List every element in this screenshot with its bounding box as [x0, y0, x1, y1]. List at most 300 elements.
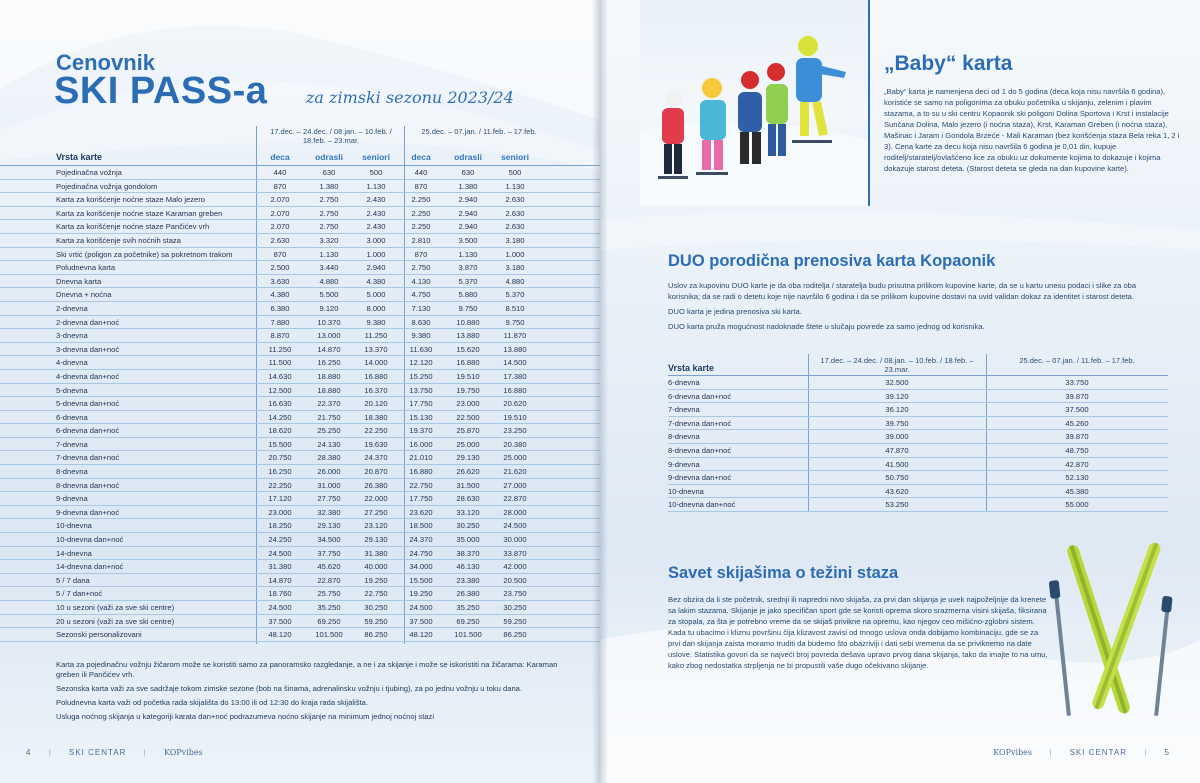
footer-separator: |: [48, 748, 52, 757]
price-cell: 23.000: [268, 507, 292, 517]
price-cell: 9.750: [458, 303, 478, 313]
price-cell: 16.250: [268, 467, 292, 477]
title-small: Cenovnik: [56, 50, 156, 75]
ticket-type-cell: 5 / 7 dana: [56, 575, 90, 585]
price-cell: 34.000: [409, 562, 433, 572]
price-cell: 2.940: [458, 222, 478, 232]
ticket-type-cell: 10-dnevna: [56, 521, 92, 531]
duo-card-title: DUO porodična prenosiva karta Kopaonik: [668, 252, 996, 270]
price-cell: 3.870: [458, 263, 478, 273]
period-header-row: [0, 126, 600, 146]
period-2-label: 25.dec. – 07.jan. / 11.feb. – 17.feb.: [421, 127, 537, 136]
ticket-type-cell: 14-dnevna dan+noć: [56, 562, 124, 572]
price-cell: 39.750: [885, 418, 909, 428]
ticket-type-cell: 5-dnevna: [56, 385, 88, 395]
price-cell: 2.750: [319, 222, 339, 232]
price-cell: 5.370: [458, 276, 478, 286]
price-cell: 35.250: [456, 603, 480, 612]
price-cell: 17.380: [503, 371, 527, 381]
price-cell: 69.250: [317, 616, 341, 626]
price-cell: 35.250: [317, 603, 341, 612]
price-cell: 30.250: [503, 603, 527, 612]
price-cell: 1.130: [366, 181, 386, 191]
price-cell: 4.750: [411, 290, 431, 300]
price-cell: 30.250: [364, 603, 388, 612]
baby-card-title: „Baby“ karta: [884, 52, 1013, 75]
price-cell: 16.250: [317, 358, 341, 368]
price-cell: 31.000: [317, 480, 341, 490]
price-cell: 17.750: [409, 494, 433, 504]
advice-text: Bez obzira da li ste početnik, srednji ili napredni nivo skijaša, za prvi dan skijanja je uvek najpoželjnije da krenete sa lakim stazama. Skijanje je jako specifičan sport gde se koristi oprema skoro srazmerna visini skijaša, fiksirana za stopala, za šta je potrebno vreme da se skijaš privikne na opremu, kao njegov ceo mišićno-zglobni sistem. Kada tu ubacimo i kliznu površinu čija klizavost zavisi od mnogo uslova onda dobijamo kombinaciju, gde se za prvi dan skijanja zaista moramo truditi da budemo što obazriviji i dati sebi vremena da se priviknemo na date uslove. Statistika govori da se najveći broj povreda dešava upravo prvog dana skijanja, tako da imajte to na umu, kako zbog nedostatka strpljenja ne bi propustili vaše dugo očekivano skijanje.: [668, 595, 1048, 670]
table-row: [0, 397, 600, 411]
price-cell: 15.130: [409, 412, 433, 422]
price-cell: 8.510: [505, 303, 525, 313]
ticket-type-cell: 10-dnevna dan+noć: [668, 500, 736, 510]
table-row: [0, 506, 600, 520]
price-cell: 13.370: [364, 344, 388, 354]
table-row: [668, 498, 1168, 512]
ticket-type-cell: 8-dnevna: [56, 467, 88, 477]
price-cell: 3.320: [319, 235, 339, 245]
price-cell: 17.120: [268, 494, 292, 504]
footer-separator: |: [1144, 748, 1148, 757]
footer-section: SKI CENTAR: [1069, 748, 1127, 757]
price-cell: 4.380: [366, 276, 386, 286]
footer-brand: KOPvibes: [993, 748, 1033, 757]
price-cell: 25.000: [503, 453, 527, 463]
price-cell: 29.130: [317, 521, 341, 531]
price-cell: 8.870: [270, 331, 290, 341]
price-cell: 3.000: [366, 235, 386, 245]
price-cell: 50.750: [885, 473, 909, 483]
table-row: [0, 587, 600, 601]
table-row: [0, 574, 600, 588]
price-cell: 48.750: [1065, 445, 1089, 455]
table-row: [0, 411, 600, 425]
price-cell: 5.370: [505, 290, 525, 300]
price-cell: 2.250: [411, 222, 431, 232]
price-cell: 37.750: [317, 548, 341, 558]
price-cell: 45.260: [1065, 418, 1089, 428]
price-cell: 28.000: [503, 507, 527, 517]
price-cell: 20.500: [503, 575, 527, 585]
duo-paragraph: Uslov za kupovinu DUO karte je da oba roditelja / staratelja budu prisutna prilikom kupovine karte, da se u kartu unesu podaci i slike za oba korisnika; da se radi o detetu koje nije navršilo 6 godina i da se prilikom kupovine dostavi na uvid validan dokaz za identitet i starost deteta.: [668, 281, 1137, 301]
price-cell: 13.750: [409, 385, 433, 395]
price-cell: 45.380: [1065, 486, 1089, 496]
price-cell: 6.380: [270, 303, 290, 313]
price-cell: 2.630: [270, 235, 290, 245]
price-cell: 11.250: [268, 344, 292, 354]
ticket-type-cell: Dnevna + noćna: [56, 290, 112, 300]
price-cell: 4.380: [270, 290, 290, 300]
price-cell: 14.250: [268, 412, 292, 422]
table-row: [0, 275, 600, 289]
price-cell: 22.370: [317, 399, 341, 409]
price-cell: 1.000: [505, 249, 525, 259]
price-cell: 17.750: [409, 399, 433, 409]
price-cell: 8.630: [411, 317, 431, 327]
footer-brand: KOPvibes: [163, 748, 203, 757]
price-cell: 24.130: [317, 439, 341, 449]
ticket-type-cell: 3-dnevna dan+noć: [56, 344, 120, 354]
price-cell: 46.130: [456, 562, 480, 572]
duo-period-1-label: 17.dec. – 24.dec. / 08.jan. – 10.feb. / 18.feb. – 23.mar.: [820, 356, 974, 374]
price-cell: 25.000: [456, 439, 480, 449]
table-row: [0, 628, 600, 642]
price-cell: 101.500: [454, 630, 482, 640]
price-cell: 500: [508, 168, 522, 177]
ticket-type-cell: Karta za korišćenje noćne staze Karaman greben: [56, 208, 223, 218]
price-cell: 14.870: [317, 344, 341, 354]
price-cell: 24.370: [409, 535, 433, 545]
ticket-type-cell: 9-dnevna: [668, 459, 700, 469]
table-row: [0, 492, 600, 506]
price-cell: 3.180: [505, 235, 525, 245]
price-cell: 31.380: [268, 562, 292, 572]
page-title: SKI PASS-a: [54, 70, 268, 112]
ticket-type-cell: 10 u sezoni (važi za sve ski centre): [56, 603, 175, 612]
price-cell: 19.250: [409, 589, 433, 599]
price-cell: 33.120: [456, 507, 480, 517]
ticket-type-cell: 7-dnevna: [56, 439, 88, 449]
price-cell: 22.870: [503, 494, 527, 504]
column-header-seniori: seniori: [501, 152, 529, 162]
period-1-label: 17.dec. – 24.dec. / 08.jan. – 10.feb. / 18.feb. – 23.mar.: [270, 127, 392, 145]
duo-paragraph: DUO karta je jedina prenosiva ski karta.: [668, 307, 802, 316]
price-cell: 23.120: [364, 521, 388, 531]
ticket-type-cell: Sezonski personalizovani: [56, 630, 142, 640]
ticket-type-cell: 6-dnevna: [668, 378, 700, 387]
ticket-type-cell: 8-dnevna dan+noć: [668, 445, 732, 455]
price-cell: 5.500: [319, 290, 339, 300]
table-row: [0, 343, 600, 357]
price-cell: 18.380: [364, 412, 388, 422]
price-cell: 24.370: [364, 453, 388, 463]
price-cell: 16.000: [409, 439, 433, 449]
baby-card-description: „Baby“ karta je namenjena deci od 1 do 5 godina (deca koja nisu navršila 6 godina), koristiće se samo na poligonima za obuku početnika u skijanju, zelenim i plavim stazama, a to su u ski centru Kopaonik ski poligoni Dolina Sportova i Krst i instalacije Sunčana Dolina, Malo jezero (i noćna staza), Krst, Karaman Greben (i noćna staza), Mašinac i Jaram i Gondola Brzeće - Mali Karaman (bez korišćenja staza Bela reka 1, 2 i 3). Cena karte za decu koja nisu navršila 6 godina je 0,01 din, kupuje roditelj/staratelj/ovlašćeno lice za obuku uz dokumente kojima to dokazuje i kojima dokazuje starost deteta. (Starost deteta se gleda na dan kupovine karte).: [884, 87, 1180, 173]
page-number: 5: [1164, 748, 1170, 757]
price-cell: 1.380: [458, 181, 478, 191]
table-row: [0, 547, 600, 561]
price-cell: 26.380: [456, 589, 480, 599]
table-row: [668, 458, 1168, 472]
ticket-type-cell: 6-dnevna dan+noć: [56, 426, 120, 436]
price-cell: 4.880: [319, 276, 339, 286]
price-cell: 18.620: [268, 426, 292, 436]
column-header-deca: deca: [270, 152, 290, 162]
price-cell: 20.380: [503, 439, 527, 449]
price-cell: 37.500: [409, 616, 433, 626]
price-cell: 14.000: [364, 358, 388, 368]
ticket-type-cell: 7-dnevna dan+noć: [668, 418, 732, 428]
price-cell: 24.750: [409, 548, 433, 558]
price-cell: 2.630: [505, 222, 525, 232]
price-cell: 22.500: [456, 412, 480, 422]
price-cell: 870: [273, 249, 287, 259]
price-cell: 27.750: [317, 494, 341, 504]
price-cell: 23.620: [409, 507, 433, 517]
ticket-type-cell: Karta za korišćenje noćne staze Pančićev vrh: [56, 222, 210, 232]
kids-skiing-photo: [640, 0, 868, 206]
kids-skiing-illustration: [640, 0, 868, 206]
price-cell: 7.880: [270, 317, 290, 327]
column-header-row: [0, 146, 600, 166]
price-cell: 20.120: [364, 399, 388, 409]
price-cell: 35.000: [456, 535, 480, 545]
price-cell: 2.750: [319, 208, 339, 218]
table-row: [0, 180, 600, 194]
table-row: [0, 384, 600, 398]
price-cell: 18.880: [317, 371, 341, 381]
column-header-seniori: seniori: [362, 152, 390, 162]
price-cell: 2.070: [270, 208, 290, 218]
price-cell: 11.870: [503, 331, 527, 341]
ticket-type-cell: 7-dnevna dan+noć: [56, 453, 120, 463]
ticket-type-cell: 9-dnevna: [56, 494, 88, 504]
price-cell: 4.130: [411, 276, 431, 286]
price-rows: [0, 166, 600, 642]
duo-paragraph: DUO karta pruža mogućnost nadoknade štete u slučaju povrede za samo jednog od korisnika.: [668, 322, 985, 331]
price-cell: 101.500: [315, 630, 343, 640]
price-cell: 26.000: [317, 467, 341, 477]
table-row: [668, 430, 1168, 444]
price-cell: 2.750: [411, 263, 431, 273]
price-cell: 28.630: [456, 494, 480, 504]
price-cell: 16.880: [503, 385, 527, 395]
ticket-type-cell: 6-dnevna: [56, 412, 88, 422]
ticket-type-cell: 8-dnevna dan+noć: [56, 480, 120, 490]
price-cell: 16.370: [364, 385, 388, 395]
ticket-type-cell: 10-dnevna dan+noć: [56, 535, 124, 545]
price-cell: 9.120: [319, 303, 339, 313]
price-cell: 3.180: [505, 263, 525, 273]
price-cell: 22.870: [317, 575, 341, 585]
table-row: [0, 220, 600, 234]
price-cell: 2.500: [270, 263, 290, 273]
price-cell: 11.630: [409, 344, 433, 354]
table-row: [0, 166, 600, 180]
price-cell: 2.250: [411, 208, 431, 218]
column-header-deca: deca: [411, 152, 431, 162]
price-cell: 2.940: [458, 208, 478, 218]
price-cell: 24.500: [503, 521, 527, 531]
price-cell: 45.620: [317, 562, 341, 572]
footer-separator: |: [1049, 748, 1053, 757]
skis-and-poles-illustration: [1040, 530, 1190, 720]
footer-right: [979, 748, 1170, 757]
price-cell: 11.250: [364, 331, 388, 341]
price-cell: 21.620: [503, 467, 527, 477]
price-cell: 22.250: [364, 426, 388, 436]
ticket-type-cell: 14-dnevna: [56, 548, 92, 558]
price-cell: 9.380: [366, 317, 386, 327]
price-cell: 2.810: [411, 235, 431, 245]
price-cell: 59.250: [364, 616, 388, 626]
price-cell: 9.380: [411, 331, 431, 341]
price-cell: 630: [322, 168, 336, 177]
price-cell: 29.130: [456, 453, 480, 463]
ticket-type-cell: Ski vrtić (poligon za početnike) sa pokretnom trakom: [56, 249, 233, 259]
price-cell: 26.620: [456, 467, 480, 477]
price-cell: 28.380: [317, 453, 341, 463]
price-cell: 19.630: [364, 439, 388, 449]
price-cell: 14.630: [268, 371, 292, 381]
price-cell: 24.500: [268, 548, 292, 558]
price-cell: 32.500: [885, 378, 909, 387]
price-cell: 19.510: [456, 371, 480, 381]
table-row: [0, 302, 600, 316]
price-cell: 19.370: [409, 426, 433, 436]
table-row: [0, 329, 600, 343]
price-cell: 14.500: [503, 358, 527, 368]
table-row: [0, 248, 600, 262]
price-cell: 27.000: [503, 480, 527, 490]
price-cell: 12.500: [268, 385, 292, 395]
price-cell: 440: [414, 168, 428, 177]
price-cell: 1.000: [366, 249, 386, 259]
table-row: [0, 193, 600, 207]
table-row: [668, 485, 1168, 499]
price-cell: 33.750: [1065, 378, 1089, 387]
advice-title: Savet skijašima o težini staza: [668, 564, 899, 582]
price-cell: 21.750: [317, 412, 341, 422]
ticket-type-cell: 2-dnevna: [56, 303, 88, 313]
price-cell: 23.380: [456, 575, 480, 585]
duo-card-description: [668, 280, 1138, 336]
price-cell: 21.010: [409, 453, 433, 463]
price-cell: 18.250: [268, 521, 292, 531]
ticket-type-cell: 7-dnevna: [668, 405, 700, 415]
price-cell: 13.880: [503, 344, 527, 354]
price-cell: 3.500: [458, 235, 478, 245]
price-cell: 39.000: [885, 432, 909, 442]
price-cell: 34.500: [317, 535, 341, 545]
duo-header-row: [668, 354, 1168, 376]
table-row: [0, 601, 600, 615]
price-cell: 22.000: [364, 494, 388, 504]
ticket-type-cell: Pojedinačna vožnja gondolom: [56, 181, 158, 191]
price-cell: 48.120: [409, 630, 433, 640]
table-row: [668, 471, 1168, 485]
table-row: [668, 417, 1168, 431]
price-cell: 15.620: [456, 344, 480, 354]
ticket-type-cell: 9-dnevna dan+noć: [56, 507, 120, 517]
price-cell: 1.130: [505, 181, 525, 191]
ticket-type-cell: Karta za korišćenje noćne staze Malo jezero: [56, 195, 205, 205]
price-cell: 25.250: [317, 426, 341, 436]
price-cell: 15.500: [268, 439, 292, 449]
duo-column-header-ticket-type: Vrsta karte: [668, 363, 715, 373]
duo-period-2-label: 25.dec. – 07.jan. / 11.feb. – 17.feb.: [1019, 356, 1135, 365]
price-cell: 11.500: [268, 358, 292, 368]
table-row: [0, 370, 600, 384]
price-cell: 86.250: [503, 630, 527, 640]
table-row: [0, 234, 600, 248]
price-cell: 30.250: [456, 521, 480, 531]
price-cell: 22.750: [409, 480, 433, 490]
price-cell: 31.380: [364, 548, 388, 558]
ticket-type-cell: 3-dnevna: [56, 331, 88, 341]
price-cell: 14.870: [268, 575, 292, 585]
price-cell: 36.120: [885, 405, 909, 415]
price-cell: 10.370: [317, 317, 341, 327]
price-cell: 2.940: [366, 263, 386, 273]
table-row: [668, 444, 1168, 458]
price-cell: 2.940: [458, 195, 478, 205]
table-row: [0, 519, 600, 533]
price-cell: 15.250: [409, 371, 433, 381]
table-row: [0, 316, 600, 330]
price-cell: 25.870: [456, 426, 480, 436]
table-row: [0, 438, 600, 452]
price-cell: 3.630: [270, 276, 290, 286]
price-cell: 42.870: [1065, 459, 1089, 469]
price-cell: 630: [461, 168, 475, 177]
table-row: [0, 560, 600, 574]
notes: [56, 660, 576, 726]
note-paragraph: Poludnevna karta važi od početka rada skijališta do 13:00 ili od 12:30 do kraja rada skijališta.: [56, 698, 368, 707]
price-cell: 1.380: [319, 181, 339, 191]
price-cell: 53.250: [885, 500, 909, 510]
column-header-odrasli: odrasli: [454, 152, 482, 162]
page-gutter: [592, 0, 608, 783]
price-cell: 7.130: [411, 303, 431, 313]
price-cell: 29.130: [364, 535, 388, 545]
price-cell: 59.250: [503, 616, 527, 626]
price-cell: 25.750: [317, 589, 341, 599]
price-cell: 47.870: [885, 445, 909, 455]
ticket-type-cell: Karta za korišćenje svih noćnih staza: [56, 235, 181, 245]
footer-left: [26, 748, 217, 757]
price-cell: 2.430: [366, 222, 386, 232]
price-cell: 2.630: [505, 208, 525, 218]
price-cell: 18.760: [268, 589, 292, 599]
duo-rows: [668, 376, 1168, 512]
table-row: [0, 288, 600, 302]
column-header-odrasli: odrasli: [315, 152, 343, 162]
price-cell: 4.880: [505, 276, 525, 286]
ticket-type-cell: Dnevna karta: [56, 276, 102, 286]
price-cell: 1.130: [319, 249, 339, 259]
price-cell: 27.250: [364, 507, 388, 517]
ticket-type-cell: 4-dnevna dan+noć: [56, 371, 120, 381]
table-row: [0, 615, 600, 629]
price-cell: 41.500: [885, 459, 909, 469]
price-cell: 24.250: [268, 535, 292, 545]
price-cell: 870: [414, 249, 428, 259]
price-cell: 870: [414, 181, 428, 191]
note-paragraph: Karta za pojedinačnu vožnju žičarom može se koristiti samo za panoramsko razgledanje, a ne i za skijanje i može se iskoristiti na žičarama: Karaman greben ili Pančićev vrh.: [56, 660, 558, 679]
table-row: [0, 451, 600, 465]
page-number: 4: [26, 748, 32, 757]
price-cell: 500: [369, 168, 383, 177]
price-cell: 13.880: [456, 331, 480, 341]
column-header-ticket-type: Vrsta karte: [56, 152, 103, 162]
price-cell: 32.380: [317, 507, 341, 517]
price-cell: 39.120: [885, 391, 909, 401]
ticket-type-cell: 20 u sezoni (važi za sve ski centre): [56, 616, 175, 626]
table-row: [0, 533, 600, 547]
price-cell: 55.000: [1065, 500, 1089, 510]
price-cell: 22.250: [268, 480, 292, 490]
price-cell: 20.750: [268, 453, 292, 463]
price-cell: 39.870: [1065, 432, 1089, 442]
price-cell: 52.130: [1065, 473, 1089, 483]
ticket-type-cell: 4-dnevna: [56, 358, 88, 368]
price-cell: 2.630: [505, 195, 525, 205]
price-cell: 5.000: [366, 290, 386, 300]
price-cell: 24.500: [268, 603, 292, 612]
